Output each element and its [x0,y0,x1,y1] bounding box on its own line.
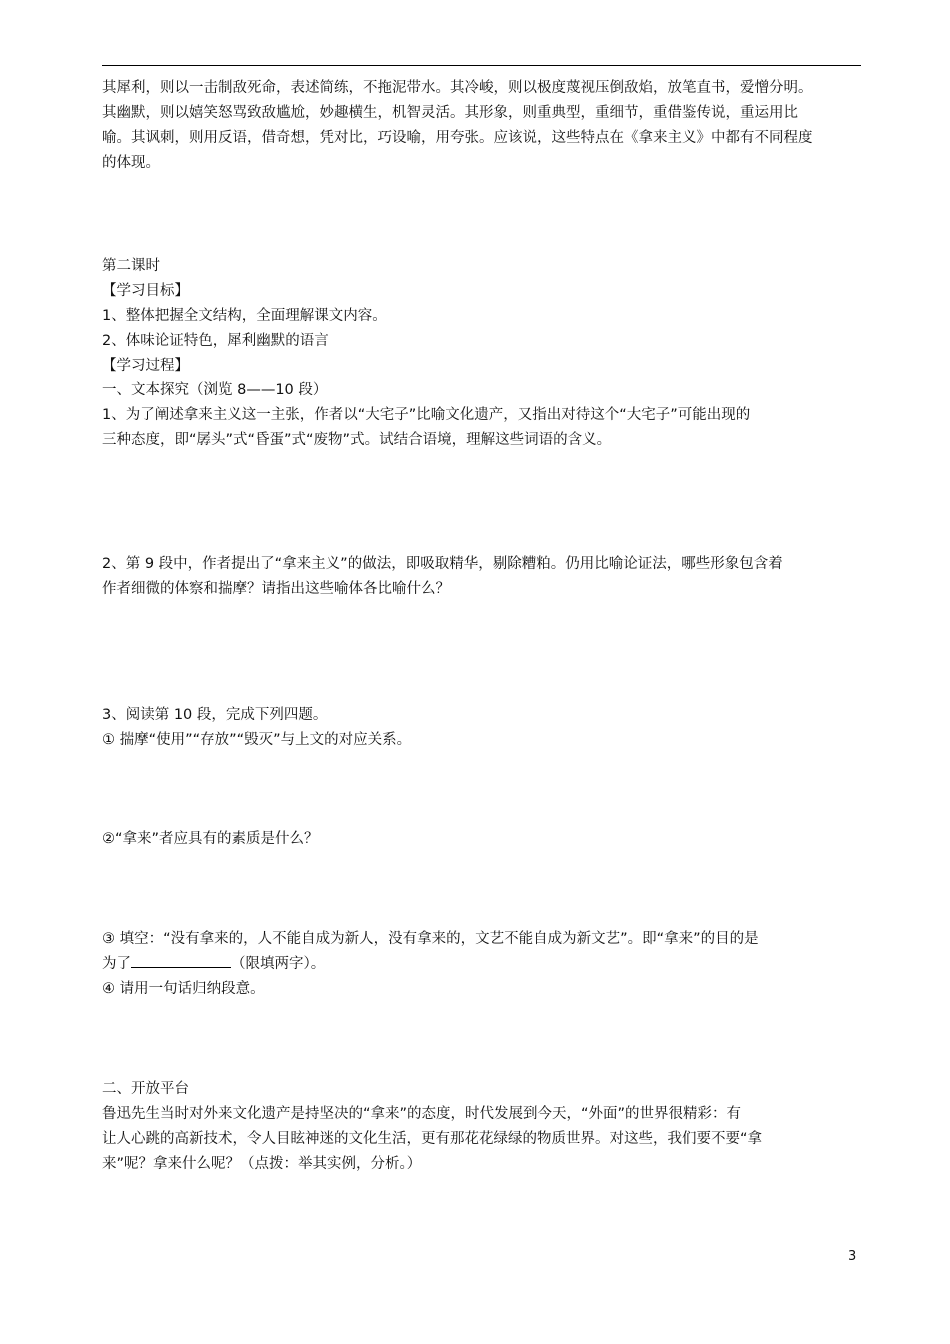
section2-line-3: 来”呢？拿来什么呢？（点拨：举其实例，分析。） [102,1156,422,1172]
intro-line-1: 其犀利，则以一击制敌死命，表述简练，不拖泥带水。其冷峻，则以极度蔑视压倒敌焰，放笔直书，爱憎分明。 [102,80,813,96]
fill-prefix: 为了 [102,956,131,972]
goal-1: 1、整体把握全文结构，全面理解课文内容。 [102,308,387,324]
section2-line-1: 鲁迅先生当时对外来文化遗产是持坚决的“拿来”的态度，时代发展到今天，“外面”的世界很精彩：有 [102,1106,742,1122]
question-3: 3、阅读第 10 段，完成下列四题。 [102,707,328,723]
question-3-sub-3-line-1: ③ 填空：“没有拿来的，人不能自成为新人，没有拿来的，文艺不能自成为新文艺”。即“拿来”的目的是 [102,931,759,947]
question-2-line-2: 作者细微的体察和揣摩？请指出这些喻体各比喻什么？ [102,581,450,597]
intro-line-4: 的体现。 [102,155,160,171]
lesson-title: 第二课时 [102,258,160,274]
fill-suffix: （限填两字）。 [231,956,326,972]
question-1-line-1: 1、为了阐述拿来主义这一主张，作者以“大宅子”比喻文化遗产，又指出对待这个“大宅子”可能出现的 [102,407,751,423]
header-rule [102,65,861,66]
goals-heading: 【学习目标】 [102,283,189,299]
goal-2: 2、体味论证特色，犀利幽默的语言 [102,333,329,349]
intro-line-3: 喻。其讽刺，则用反语，借奇想，凭对比，巧设喻，用夸张。应该说，这些特点在《拿来主义》中都有不同程度 [102,130,813,146]
question-3-sub-1: ① 揣摩“使用”“存放”“毁灭”与上文的对应关系。 [102,732,412,748]
question-1-line-2: 三种态度，即“孱头”式“昏蛋”式“废物”式。试结合语境，理解这些词语的含义。 [102,432,612,448]
question-3-sub-4: ④ 请用一句话归纳段意。 [102,981,265,997]
page-number: 3 [848,1249,857,1264]
question-3-sub-2: ②“拿来”者应具有的素质是什么？ [102,831,319,847]
intro-line-2: 其幽默，则以嬉笑怒骂致敌尴尬，妙趣横生，机智灵活。其形象，则重典型，重细节，重借鉴传说，重运用比 [102,105,798,121]
process-heading: 【学习过程】 [102,358,189,374]
question-3-sub-3-line-2 [102,952,325,976]
question-2-line-1: 2、第 9 段中，作者提出了“拿来主义”的做法，即吸取精华，剔除糟粕。仍用比喻论证法，哪些形象包含着 [102,556,783,572]
section1-heading: 一、文本探究（浏览 8——10 段） [102,382,328,398]
section2-line-2: 让人心跳的高新技术，令人目眩神迷的文化生活，更有那花花绿绿的物质世界。对这些，我们要不要“拿 [102,1131,763,1147]
section2-heading: 二、开放平台 [102,1081,189,1097]
fill-in-blank[interactable] [131,953,231,968]
